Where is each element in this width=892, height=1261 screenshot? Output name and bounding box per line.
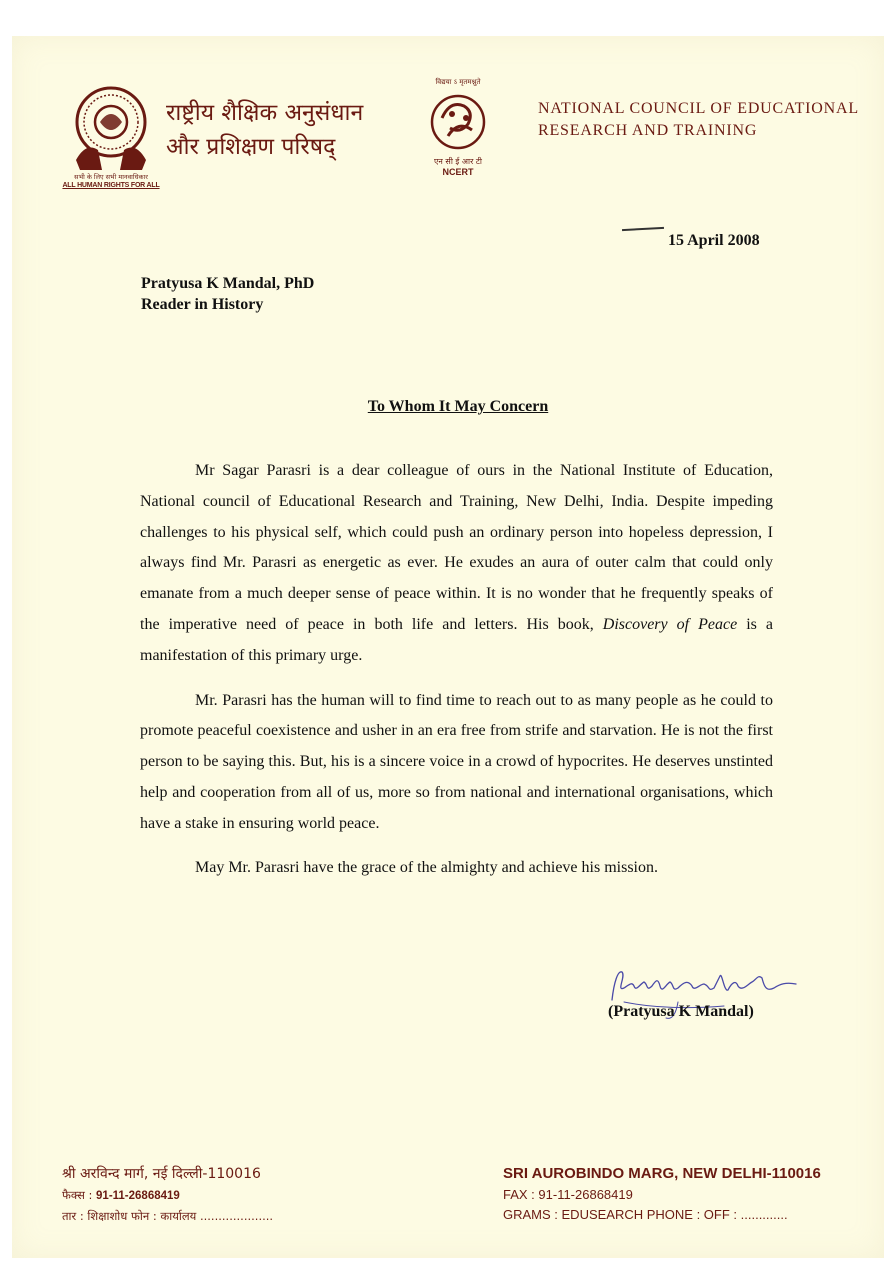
address-hindi: श्री अरविन्द मार्ग, नई दिल्ली-110016 <box>62 1166 261 1182</box>
sender-block <box>141 273 314 315</box>
fax-hindi <box>62 1185 273 1206</box>
paragraph-1-text: Mr Sagar Parasri is a dear colleague of ours in the National Institute of Education, National council of Educational Research and Training, New Delhi, India. Despite impeding challenges to his physical self, which could push an ordinary person into hopeless depression, I always find Mr. Parasri as energetic as ever. He exudes an aura of outer calm that could only emanate from a much deeper sense of peace within. It is no wonder that he frequently speaks of the imperative need of peace in both life and letters. His book, <box>140 462 773 633</box>
org-name-hindi <box>166 96 363 164</box>
sender-name: Pratyusa K Mandal, PhD <box>141 275 315 292</box>
grams-hindi: तार : शिक्षाशोध फोन : कार्यालय .................... <box>62 1209 274 1223</box>
grams-english: GRAMS : EDUSEARCH PHONE : OFF : ............. <box>503 1207 788 1222</box>
fax-english: FAX : 91-11-26868419 <box>503 1187 633 1202</box>
paragraph-1 <box>140 456 773 672</box>
org-name-english <box>538 98 859 142</box>
org-name-english-line1: NATIONAL COUNCIL OF EDUCATIONAL <box>538 100 859 117</box>
letter-date: 15 April 2008 <box>668 232 760 249</box>
letter-body <box>140 456 773 883</box>
letter-subject: To Whom It May Concern <box>367 398 549 415</box>
emblem-caption-english: ALL HUMAN RIGHTS FOR ALL <box>62 182 160 189</box>
sender-title: Reader in History <box>141 296 264 313</box>
fax-hindi-label: फैक्स : <box>62 1188 97 1202</box>
acronym-english: NCERT <box>442 167 474 177</box>
org-name-hindi-line2: और प्रशिक्षण परिषद् <box>166 134 336 160</box>
emblem-caption-hindi: सभी के लिए सभी मानवाधिकार <box>74 173 148 181</box>
org-name-english-line2: RESEARCH AND TRAINING <box>538 122 758 139</box>
book-title: Discovery of Peace <box>602 615 738 633</box>
acronym-hindi: एन सी ई आर टी <box>434 157 482 166</box>
footer-english <box>503 1163 821 1225</box>
motto-hindi: विद्यया ऽ मृतमश्नुते <box>435 78 481 86</box>
paragraph-1-end: is a manifestation of this primary urge. <box>140 615 773 664</box>
human-rights-emblem <box>56 82 166 200</box>
org-name-hindi-line1: राष्ट्रीय शैक्षिक अनुसंधान <box>166 100 364 126</box>
paragraph-3: May Mr. Parasri have the grace of the almighty and achieve his mission. <box>195 858 658 876</box>
human-rights-emblem-icon <box>56 82 166 174</box>
fax-number: 91-11-26868419 <box>96 1190 180 1202</box>
ncert-emblem-icon <box>430 90 486 154</box>
ncert-logo <box>418 78 498 178</box>
paragraph-2: Mr. Parasri has the human will to find time to reach out to as many people as he could to promote peaceful coexistence and usher in an era free from strife and starvation. He is not the first person to be saying this. But, his is a sincere voice in a crowd of hypocrites. He deserves unstinted help and cooperation from all of us, more so from national and international organisations, which have a stake in ensuring world peace. <box>140 691 773 832</box>
signature-name: (Pratyusa K Mandal) <box>608 1003 754 1020</box>
footer-hindi <box>62 1163 273 1226</box>
address-english: SRI AUROBINDO MARG, NEW DELHI-110016 <box>503 1165 821 1182</box>
